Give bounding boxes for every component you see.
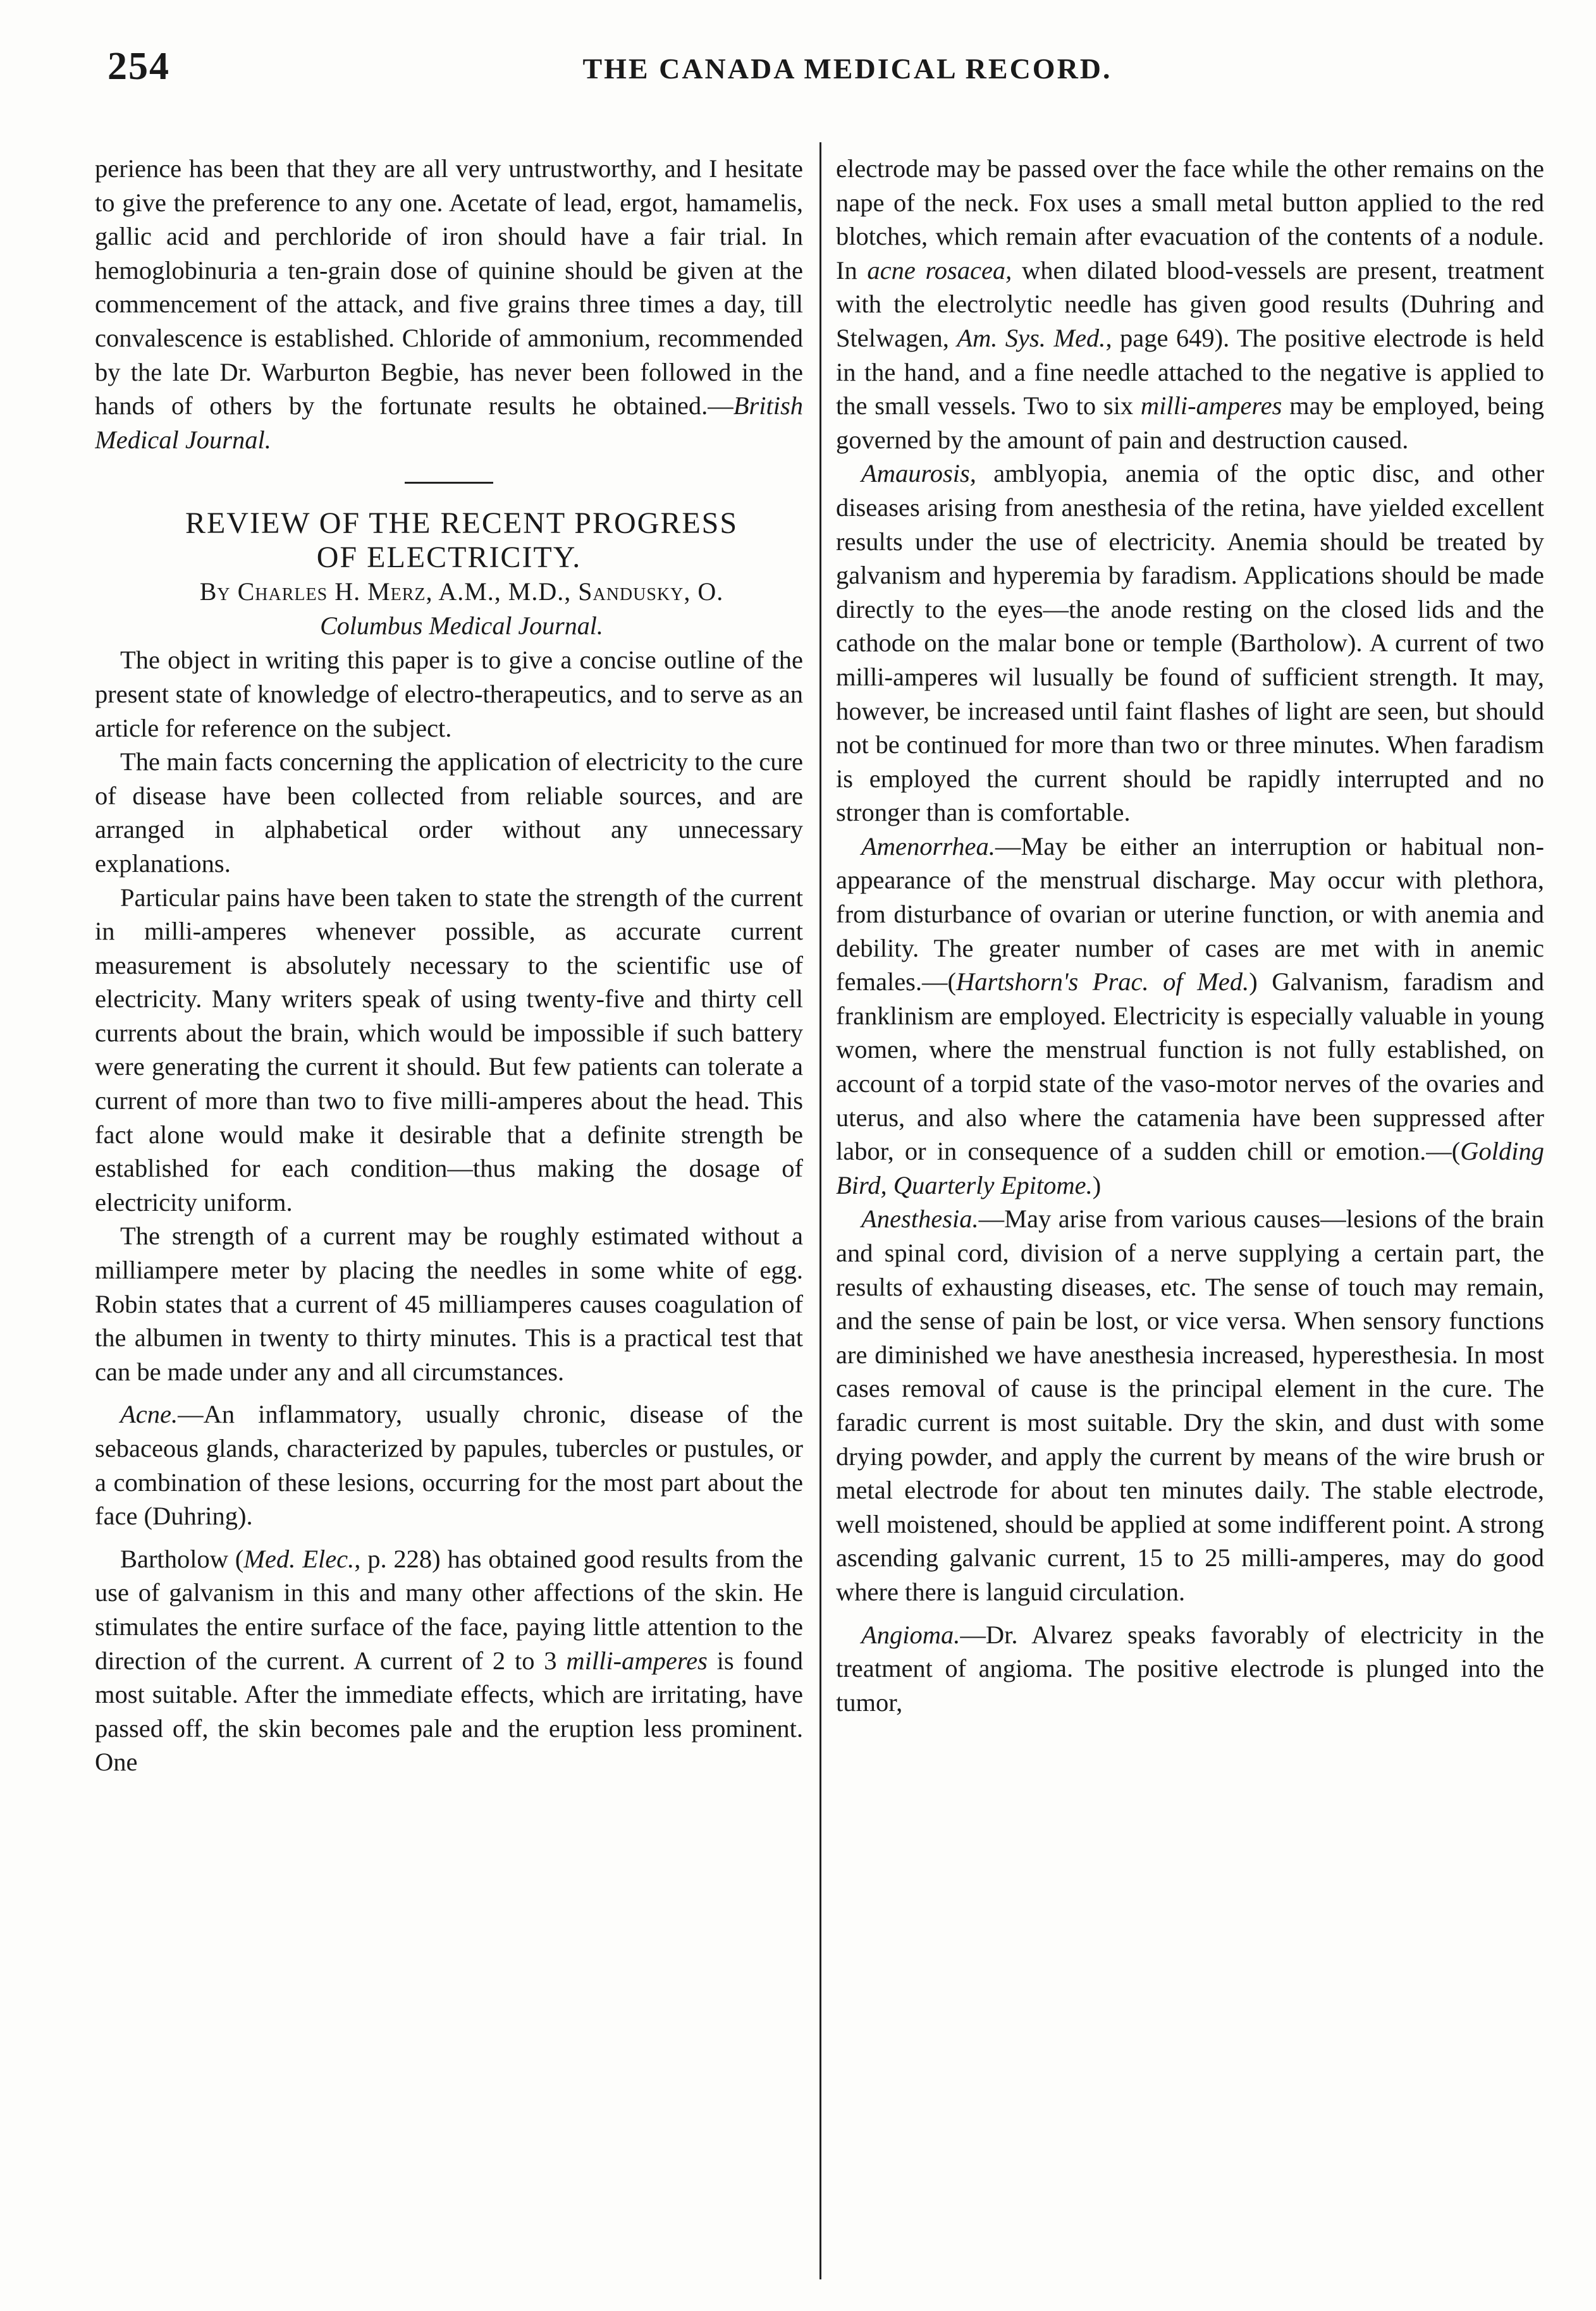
paragraph: [95, 1542, 803, 1779]
page-number: 254: [107, 45, 170, 88]
entry-term: acne rosacea,: [867, 255, 1012, 285]
entry-text: ): [1092, 1170, 1102, 1199]
paragraph-text: may be employed, being governed by the amount of pain and destruction caused.: [836, 391, 1544, 454]
article-title-line-2: OF ELECTRICITY.: [316, 541, 582, 575]
paragraph: The object in writing this paper is to give a concise outline of the present state of knowledge of electro-therapeutics, and to serve as an article for reference on the subject.: [95, 646, 803, 742]
entry-angioma: [836, 1618, 1544, 1720]
page-header: [101, 44, 1505, 101]
spacer: [95, 1388, 803, 1397]
entry-text: —May be either an interruption or habitual non-appearance of the menstrual discharge. May occur with plethora, from disturbance of ovarian or uterine function, or with anemia and debility. The greater number of cases are met with in anemic females.—(: [836, 831, 1544, 996]
spacer: [836, 1609, 1544, 1618]
entry-text: ) Galvanism, faradism and franklinism are employed. Electricity is especially valuable in young women, where the menstrual function is not fully established, on account of a torpid state of the vaso-motor nerves of the ovaries and uterus, and also where the catamenia have been suppressed after labor, or in consequence of a sudden chill or emotion.—(: [836, 967, 1544, 1166]
byline: By Charles H. Merz, A.M., M.D., Sandusky, O.: [199, 577, 724, 606]
paragraph-text: , p. 228) has obtained good results from the use of galvanism in this and many other affections of the skin. He stimulates the entire surface of the face, paying little attention to the direction of the current. A current of 2 to 3: [95, 1544, 803, 1675]
entry-amaurosis: [836, 457, 1544, 830]
entry-text: amblyopia, anemia of the optic disc, and other diseases arising from anesthesia of the retina, have yielded excellent results under the use of electricity. Anemia should be treated by galvanism and hyperemia by faradism. Applications should be made directly to the eyes—the anode resting on the closed lids and the cathode on the malar bone or temple (Bartholow). A current of two milli-amperes wil lusually be found of sufficient strength. It may, however, be increased until faint flashes of light are seen, but should not be continued for more than two or three minutes. When faradism is employed the current should be rapidly interrupted and no stronger than is comfortable.: [836, 459, 1544, 827]
unit-term: milli-amperes: [1140, 391, 1282, 420]
entry-text: —Dr. Alvarez speaks favorably of electricity in the treatment of angioma. The positive electrode is plunged into the tumor,: [836, 1620, 1544, 1717]
unit-term: milli-amperes: [566, 1646, 708, 1675]
article-source: Columbus Medical Journal.: [320, 611, 603, 641]
paragraph-text: when dilated blood-vessels are present, treatment with the electrolytic needle has given good results (Duhring and Stelwagen,: [836, 255, 1544, 352]
reference-title: Am. Sys. Med.: [957, 323, 1106, 352]
article-title: [95, 506, 803, 575]
paragraph-continued: [836, 152, 1544, 457]
paragraph-text: electrode may be passed over the face while the other remains on the nape of the neck. Fox uses a small metal button applied to the red blotches, which remain after evacuation of the contents of a nodule. In: [836, 154, 1544, 285]
paragraph: The main facts concerning the application of electricity to the cure of disease have been collected from reliable sources, and are arranged in alphabetical order without any unnecessary explanations.: [95, 747, 803, 878]
entry-term: Anesthesia.: [861, 1205, 979, 1234]
entry-amenorrhea: [836, 830, 1544, 1203]
article-title-line-1: REVIEW OF THE RECENT PROGRESS: [185, 506, 739, 541]
paragraph-text: Bartholow (: [120, 1544, 244, 1573]
reference-title: Hartshorn's Prac. of Med.: [956, 967, 1249, 996]
paragraph: The strength of a current may be roughly estimated without a milliampere meter by placing the needles in some white of egg. Robin states that a current of 45 milliamperes causes coagulation of the albumen in twenty to thirty minutes. This is a practical test that can be made under any and all circumstances.: [95, 1222, 803, 1386]
entry-acne: [95, 1397, 803, 1533]
paragraph-text: , page 649). The positive electrode is held in the hand, and a fine needle attached to the negative is applied to the small vessels. Two to six: [836, 323, 1544, 420]
paragraph-text: perience has been that they are all very untrustworthy, and I hesitate to give the preference to any one. Acetate of lead, ergot, hamamelis, gallic acid and perchloride of iron should have a fair trial. In hemoglobinuria a ten-grain dose of quinine should be given at the commencement of the attack, and five grains three times a day, till convalescence is established. Chloride of ammonium, recommended by the late Dr. Warburton Begbie, has never been followed in the hands of others by the fortunate results he obtained.—: [95, 154, 803, 420]
entry-term: Amaurosis,: [861, 459, 976, 488]
entry-text: —May arise from various causes—lesions of the brain and spinal cord, division of a nerve supplying a certain part, the results of exhausting diseases, etc. The sense of touch may remain, and the sense of pain be lost, or vice versa. When sensory functions are diminished we have anesthesia increased, hyperesthesia. In most cases removal of cause is the principal element in the cure. The faradic current is most suitable. Dry the skin, and dust with some drying powder, and apply the current by means of the wire brush or metal electrode for about ten minutes daily. The stable electrode, well moistened, should be applied at some indifferent point. A strong ascending galvanic current, 15 to 25 milli-amperes, may do good where there is languid circulation.: [836, 1205, 1544, 1606]
entry-term: Angioma.: [861, 1620, 961, 1649]
right-column: [836, 152, 1544, 2276]
reference-title: Golding Bird, Quarterly Epitome.: [836, 1137, 1544, 1199]
section-divider: [405, 482, 493, 484]
spacer: [95, 1533, 803, 1542]
entry-text: —An inflammatory, usually chronic, disease of the sebaceous glands, characterized by papules, tubercles or pustules, or a combination of these lesions, occurring for the most part about the face (Duhring).: [95, 1400, 803, 1531]
entry-anesthesia: [836, 1202, 1544, 1609]
entry-term: Amenorrhea.: [861, 831, 995, 861]
running-title: THE CANADA MEDICAL RECORD.: [582, 52, 1112, 85]
left-column: [95, 152, 803, 2276]
paragraph-continued: [95, 152, 803, 457]
entry-term: Acne.: [120, 1400, 178, 1429]
column-divider: [819, 142, 821, 2279]
source-citation: British Medical Journal.: [95, 391, 803, 454]
paragraph-text: is found most suitable. After the immediate effects, which are irritating, have passed off, the skin becomes pale and the eruption less prominent. One: [95, 1646, 803, 1777]
paragraph: Particular pains have been taken to state the strength of the current in milli-amperes whenever possible, as accurate current measurement is absolutely necessary to the scientific use of electricity. Many writers speak of using twenty-five and thirty cell currents about the brain, which would be impossible if such battery were generating the current it should. But few patients can tolerate a current of more than two to five milli-amperes about the head. This fact alone would make it desirable that a definite strength be established for each condition—thus making the dosage of electricity uniform.: [95, 883, 803, 1217]
reference-title: Med. Elec.: [243, 1544, 355, 1573]
